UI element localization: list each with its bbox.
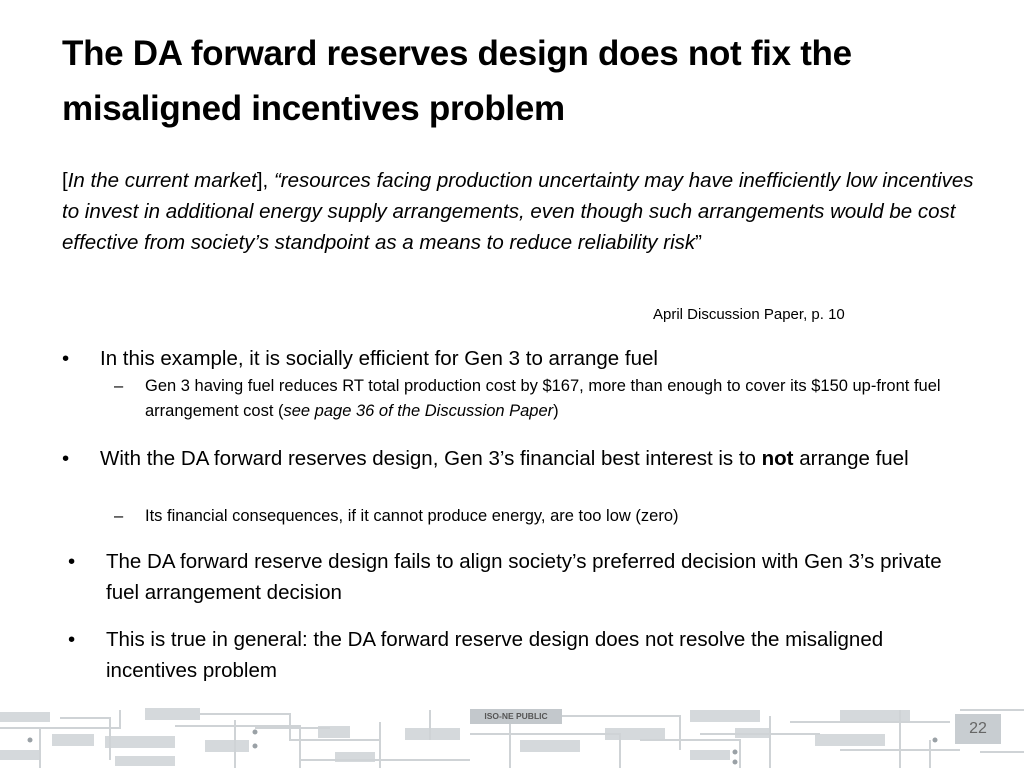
bullet-text-before: With the DA forward reserves design, Gen 3’s financial best interest is to xyxy=(100,447,762,470)
page-number-text: 22 xyxy=(969,720,987,737)
sub-bullet-marker: – xyxy=(114,507,124,525)
bullet-text-after: arrange fuel xyxy=(793,447,909,470)
quote-text: “resources facing production uncertainty may have inefficiently low incentives to invest in additional energy supply arrangements, even though such arrangements would be cost effective from society’s standpoint as a means to reduce reliability risk xyxy=(62,169,974,254)
bullet-text: The DA forward reserve design fails to align society’s preferred decision with Gen 3’s private fuel arrangement decision xyxy=(106,550,942,604)
sub-bullet-marker: – xyxy=(114,377,124,395)
sub-bullet-text-after: ) xyxy=(553,402,559,420)
bullet-marker: • xyxy=(68,550,76,573)
bullet-2 xyxy=(62,443,980,474)
bullet-marker: • xyxy=(62,447,70,470)
bullet-marker: • xyxy=(68,628,76,651)
bullet-3 xyxy=(68,546,976,608)
classification-label: ISO-NE PUBLIC xyxy=(470,709,562,724)
page-number xyxy=(955,714,1001,744)
sub-bullet-text: Its financial consequences, if it cannot produce energy, are too low (zero) xyxy=(145,507,679,525)
bullet-marker: • xyxy=(62,347,70,370)
bullet-text: This is true in general: the DA forward reserve design does not resolve the misaligned incentives problem xyxy=(106,628,884,682)
slide-title: The DA forward reserves design does not fix the misaligned incentives problem xyxy=(62,34,852,128)
sub-bullet-1 xyxy=(114,374,975,424)
bullet-1 xyxy=(62,343,980,374)
citation: April Discussion Paper, p. 10 xyxy=(653,306,845,323)
bullet-text-bold: not xyxy=(761,447,794,470)
sub-bullet-text-italic: see page 36 of the Discussion Paper xyxy=(283,402,554,420)
sub-bullet-2 xyxy=(114,504,975,529)
bullet-text: In this example, it is socially efficient for Gen 3 to arrange fuel xyxy=(100,347,658,370)
quote-close-mark: ” xyxy=(695,231,702,254)
sub-bullet-text-before: Gen 3 having fuel reduces RT total production cost by $167, more than enough to cover its $150 up-front fuel arrangement cost ( xyxy=(145,377,941,420)
bullet-4 xyxy=(68,624,976,686)
quote-block xyxy=(62,165,982,258)
quote-close-bracket: ], xyxy=(256,169,274,192)
quote-bracket-text: In the current market xyxy=(67,169,257,192)
quote-open-bracket: [ xyxy=(62,169,68,192)
